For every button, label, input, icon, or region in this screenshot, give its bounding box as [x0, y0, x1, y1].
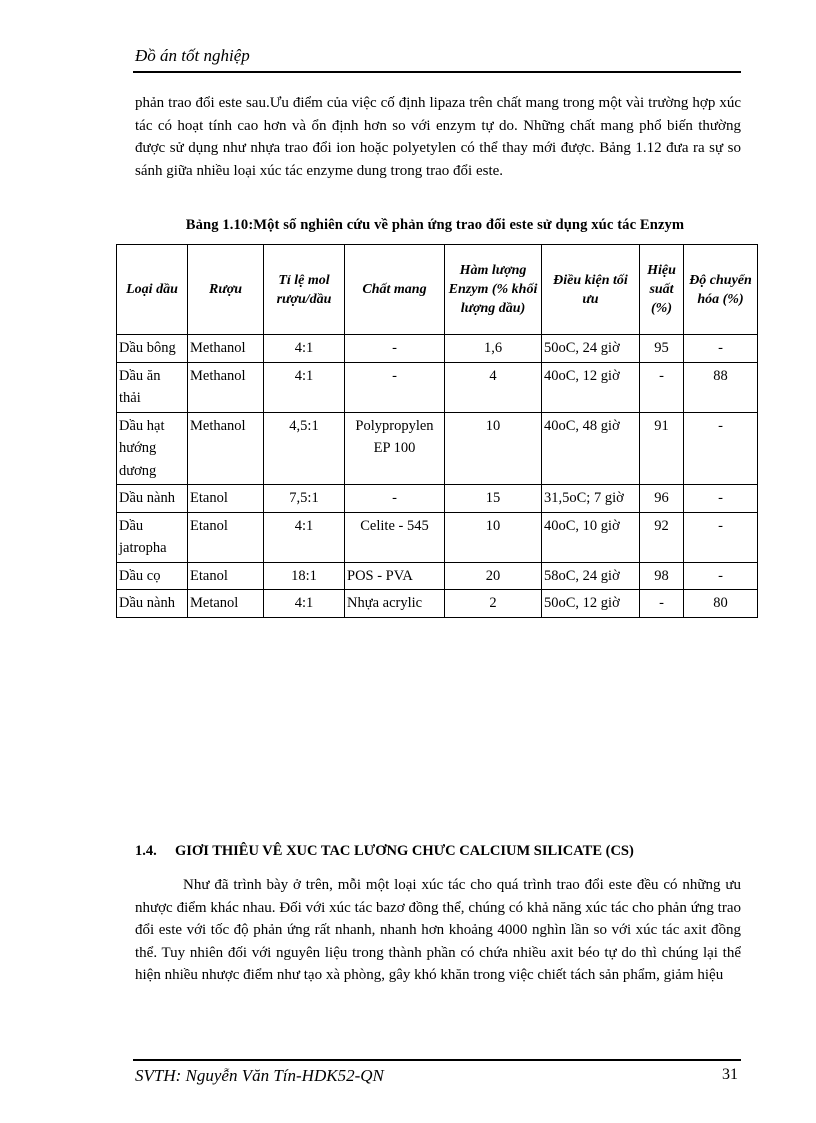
col-header-molar-ratio: Tỉ lệ mol rượu/dầu [264, 245, 345, 335]
col-header-conversion: Độ chuyển hóa (%) [684, 245, 758, 335]
cell-conversion: 80 [684, 590, 758, 618]
footer-rule [133, 1059, 741, 1061]
cell-yield: 98 [640, 562, 684, 590]
cell-support: Nhựa acrylic [345, 590, 445, 618]
cell-ratio: 4:1 [264, 590, 345, 618]
cell-conversion: - [684, 512, 758, 562]
cell-oil: Dầu jatropha [117, 512, 188, 562]
cell-conditions: 50oC, 12 giờ [542, 590, 640, 618]
section-title: GIƠI THIÊU VÊ XUC TAC LƯƠNG CHƯC CALCIUM SILICATE (CS) [175, 843, 634, 859]
enzyme-table [116, 244, 758, 618]
col-header-support: Chất mang [345, 245, 445, 335]
cell-enzyme: 10 [445, 412, 542, 485]
table-row [117, 562, 758, 590]
cell-alcohol: Etanol [188, 485, 264, 513]
col-header-conditions: Điều kiện tối ưu [542, 245, 640, 335]
cell-support: - [345, 485, 445, 513]
page-number: 31 [722, 1066, 738, 1083]
footer-author: SVTH: Nguyễn Văn Tín-HDK52-QN [135, 1066, 384, 1085]
table-row [117, 335, 758, 363]
table-row [117, 590, 758, 618]
cell-yield: 96 [640, 485, 684, 513]
table-row [117, 512, 758, 562]
cell-enzyme: 1,6 [445, 335, 542, 363]
table-row [117, 412, 758, 485]
cell-conditions: 40oC, 48 giờ [542, 412, 640, 485]
cell-enzyme: 15 [445, 485, 542, 513]
cell-yield: - [640, 362, 684, 412]
cell-support: - [345, 362, 445, 412]
cell-oil: Dầu nành [117, 485, 188, 513]
table-header-row [117, 245, 758, 335]
cell-conversion: - [684, 335, 758, 363]
col-header-alcohol: Rượu [188, 245, 264, 335]
cell-conversion: - [684, 562, 758, 590]
paragraph-1: phản trao đổi este sau.Ưu điểm của việc cố định lipaza trên chất mang trong một vài trường hợp xúc tác có hoạt tính cao hơn và ổn định hơn so với enzym tự do. Những chất mang phổ biến thường được sử dụng như nhựa trao đổi ion hoặc polyetylen có thể thay mới được. Bảng 1.12 đưa ra sự so sánh giữa nhiều loại xúc tác enzyme dung trong trao đổi este. [135, 95, 741, 179]
cell-conditions: 58oC, 24 giờ [542, 562, 640, 590]
cell-ratio: 4:1 [264, 335, 345, 363]
cell-alcohol: Etanol [188, 512, 264, 562]
cell-enzyme: 2 [445, 590, 542, 618]
cell-yield: 95 [640, 335, 684, 363]
cell-ratio: 18:1 [264, 562, 345, 590]
cell-yield: 91 [640, 412, 684, 485]
col-header-yield: Hiệu suất (%) [640, 245, 684, 335]
cell-oil: Dầu ăn thải [117, 362, 188, 412]
table-caption: Bảng 1.10:Một số nghiên cứu về phản ứng trao đổi este sử dụng xúc tác Enzym [185, 217, 685, 233]
cell-support: Celite - 545 [345, 512, 445, 562]
cell-conditions: 40oC, 10 giờ [542, 512, 640, 562]
cell-alcohol: Methanol [188, 362, 264, 412]
table-row [117, 362, 758, 412]
cell-enzyme: 20 [445, 562, 542, 590]
cell-conditions: 40oC, 12 giờ [542, 362, 640, 412]
cell-alcohol: Methanol [188, 335, 264, 363]
cell-ratio: 4:1 [264, 512, 345, 562]
cell-support: - [345, 335, 445, 363]
cell-alcohol: Etanol [188, 562, 264, 590]
cell-conversion: - [684, 412, 758, 485]
section-number: 1.4. [135, 843, 157, 859]
cell-conditions: 31,5oC; 7 giờ [542, 485, 640, 513]
section-heading [135, 843, 741, 860]
header-rule [133, 71, 741, 73]
cell-conditions: 50oC, 24 giờ [542, 335, 640, 363]
cell-oil: Dầu cọ [117, 562, 188, 590]
cell-alcohol: Metanol [188, 590, 264, 618]
cell-support: Polypropylen EP 100 [345, 412, 445, 485]
cell-oil: Dầu hạt hướng dương [117, 412, 188, 485]
cell-enzyme: 4 [445, 362, 542, 412]
cell-ratio: 7,5:1 [264, 485, 345, 513]
col-header-oil: Loại dầu [117, 245, 188, 335]
cell-ratio: 4:1 [264, 362, 345, 412]
paragraph-2 [135, 874, 741, 987]
page-header: Đồ án tốt nghiệp [135, 46, 250, 65]
cell-conversion: - [684, 485, 758, 513]
cell-yield: - [640, 590, 684, 618]
cell-ratio: 4,5:1 [264, 412, 345, 485]
col-header-enzyme-content: Hàm lượng Enzym (% khối lượng dầu) [445, 245, 542, 335]
paragraph-2-text: Như đã trình bày ở trên, mỗi một loại xúc tác cho quá trình trao đổi este đều có những ưu nhược điểm khác nhau. Đối với xúc tác bazơ đồng thể, chúng có khả năng xúc tác cho phản ứng trao đổi este với tốc độ phản ứng rất nhanh, nhanh hơn khoảng 4000 nghìn lần so với xúc tác axit đồng thể. Tuy nhiên đối với nguyên liệu trong thành phần có chứa nhiều axit béo tự do thì chúng lại thể hiện nhiều nhược điểm như tạo xà phòng, gây khó khăn trong việc chiết tách sản phẩm, giảm hiệu [135, 877, 741, 983]
cell-yield: 92 [640, 512, 684, 562]
cell-enzyme: 10 [445, 512, 542, 562]
cell-alcohol: Methanol [188, 412, 264, 485]
cell-oil: Dầu bông [117, 335, 188, 363]
table-row [117, 485, 758, 513]
cell-oil: Dầu nành [117, 590, 188, 618]
cell-support: POS - PVA [345, 562, 445, 590]
cell-conversion: 88 [684, 362, 758, 412]
